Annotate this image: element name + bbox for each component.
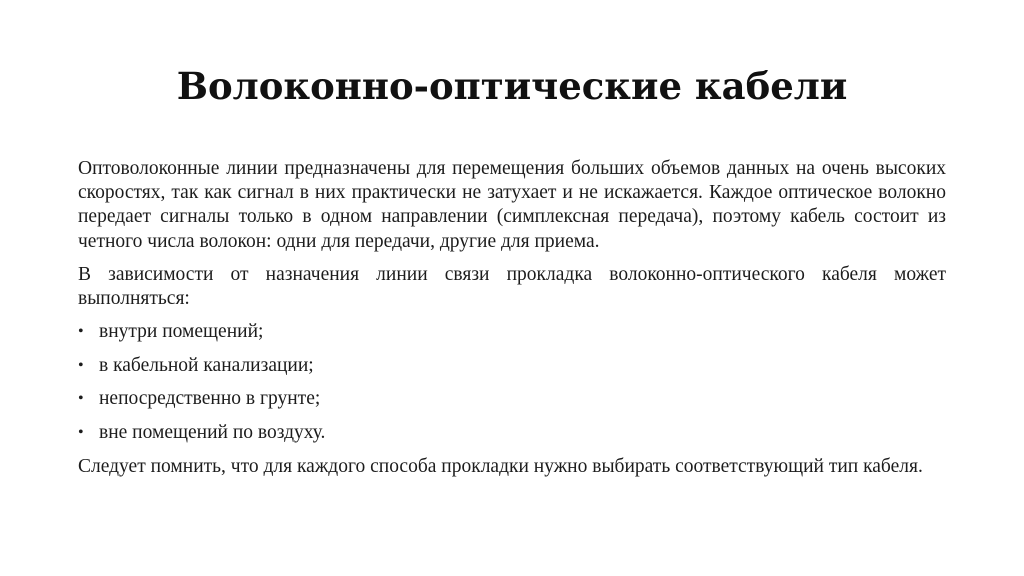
slide-title: Волоконно-оптические кабели (176, 64, 848, 108)
bullet-icon: • (78, 323, 84, 341)
list-item-text: в кабельной канализации; (99, 354, 314, 376)
list-item (78, 320, 946, 344)
list-item-text: внутри помещений; (99, 321, 264, 343)
paragraph-cable-type-note: Следует помнить, что для каждого способа прокладки нужно выбирать соответствующий тип кабеля. (78, 455, 923, 477)
list-item (78, 354, 946, 378)
bullet-icon: • (78, 356, 84, 374)
paragraph-fiber-lines: Оптоволоконные линии предназначены для перемещения больших объемов данных на очень высоких скоростях, так как сигнал в них практически не затухает и не искажается. Каждое оптическое волокно передает сигналы только в одном направлении (симплексная передача), поэтому кабель состоит из четного числа волокон: одни для передачи, другие для приема. (78, 158, 946, 252)
list-item (78, 387, 946, 411)
list-item (78, 421, 946, 445)
slide-body (78, 157, 946, 488)
installation-methods-list (78, 320, 946, 445)
list-item-text: вне помещений по воздуху. (99, 422, 326, 443)
paragraph-installation-intro: В зависимости от назначения линии связи прокладка волоконно-оптического кабеля может выполняться: (78, 263, 946, 310)
bullet-icon: • (78, 390, 84, 408)
list-item-text: непосредственно в грунте; (99, 388, 321, 410)
bullet-icon: • (78, 424, 84, 441)
